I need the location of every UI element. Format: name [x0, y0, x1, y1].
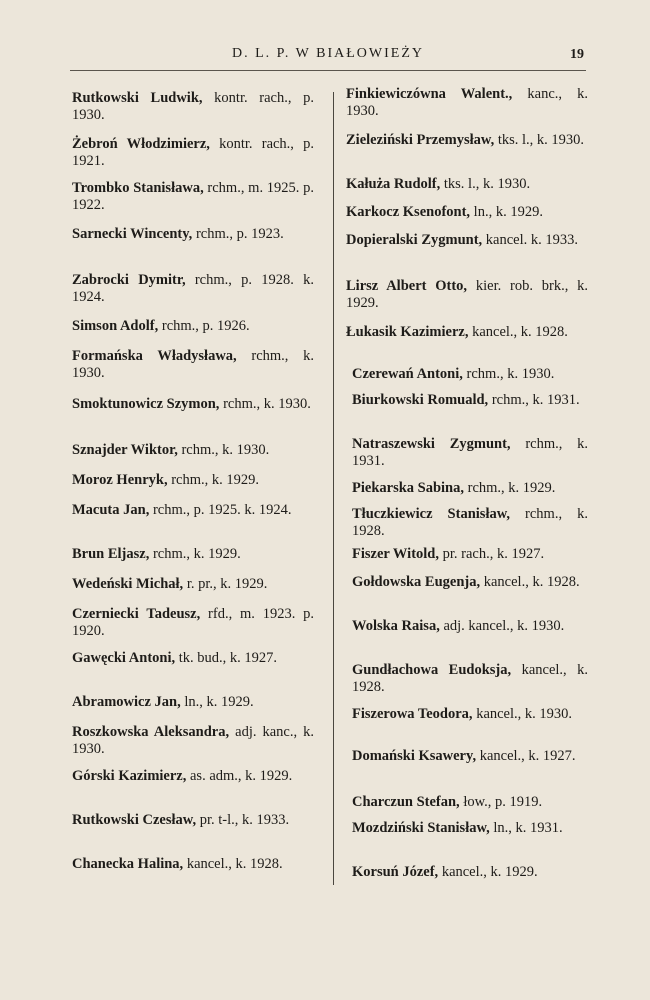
list-entry: [72, 606, 314, 640]
column-divider: [333, 92, 334, 885]
entry-name: Mozdziński Stanisław,: [352, 820, 490, 836]
entry-name: Dopieralski Zygmunt,: [346, 232, 483, 248]
entry-name: Smoktunowicz Szymon,: [72, 396, 220, 412]
entry-detail: ln., k. 1929.: [470, 204, 543, 220]
entry-name: Macuta Jan,: [72, 502, 150, 518]
entry-detail: rchm., k. 1929.: [167, 472, 259, 488]
list-entry: [346, 204, 588, 221]
entry-name: Rutkowski Czesław,: [72, 812, 197, 828]
list-entry: [352, 392, 588, 409]
entry-name: Formańska Władysława,: [72, 348, 237, 364]
list-entry: [72, 226, 314, 243]
entry-detail: kontr. rach., p. 1930.: [72, 90, 314, 123]
list-entry: [72, 856, 314, 873]
entry-name: Trombko Stanisława,: [72, 180, 204, 196]
list-entry: [352, 480, 588, 497]
entry-name: Łukasik Kazimierz,: [346, 324, 469, 340]
entry-detail: rchm., k. 1930.: [219, 396, 311, 412]
entry-detail: rchm., m. 1925. p. 1922.: [72, 180, 314, 213]
list-entry: [72, 812, 314, 829]
list-entry: [346, 324, 588, 341]
entry-detail: kanc., k. 1930.: [346, 86, 589, 119]
entry-detail: rchm., k. 1928.: [352, 506, 588, 539]
list-entry: [72, 694, 314, 711]
entry-detail: łow., p. 1919.: [459, 794, 543, 810]
entry-name: Piekarska Sabina,: [352, 480, 464, 496]
list-entry: [72, 90, 314, 124]
entry-detail: kancel., k. 1928.: [468, 324, 568, 340]
list-entry: [352, 662, 588, 696]
entry-name: Górski Kazimierz,: [72, 768, 187, 784]
list-entry: [72, 348, 314, 382]
list-entry: [72, 576, 314, 593]
entry-detail: rchm., k. 1931.: [488, 392, 580, 408]
entry-detail: rchm., p. 1925. k. 1924.: [149, 502, 292, 518]
entry-name: Korsuń Józef,: [352, 864, 439, 880]
entry-name: Fiszerowa Teodora,: [352, 706, 473, 722]
entry-name: Rutkowski Ludwik,: [72, 90, 203, 106]
entry-detail: pr. t-l., k. 1933.: [196, 812, 290, 828]
entry-detail: rchm., k. 1930.: [462, 366, 555, 382]
list-entry: [72, 442, 314, 459]
entry-name: Kałuża Rudolf,: [346, 176, 441, 192]
list-entry: [72, 502, 314, 519]
entry-name: Finkiewiczówna Walent.,: [346, 86, 513, 102]
entry-detail: rfd., m. 1923. p. 1920.: [72, 606, 314, 639]
list-entry: [72, 136, 314, 170]
entry-detail: rchm., p. 1928. k. 1924.: [72, 272, 314, 305]
list-entry: [72, 272, 314, 306]
page-number: 19: [570, 47, 584, 62]
entry-name: Moroz Henryk,: [72, 472, 168, 488]
entry-detail: pr. rach., k. 1927.: [439, 546, 545, 562]
list-entry: [346, 86, 588, 120]
list-entry: [352, 706, 588, 723]
entry-name: Biurkowski Romuald,: [352, 392, 489, 408]
entry-detail: adj. kanc., k. 1930.: [72, 724, 315, 757]
entry-detail: adj. kancel., k. 1930.: [439, 618, 565, 634]
entry-name: Natraszewski Zygmunt,: [352, 436, 511, 452]
entry-detail: as. adm., k. 1929.: [186, 768, 293, 784]
list-entry: [72, 180, 314, 214]
list-entry: [72, 724, 314, 758]
list-entry: [72, 318, 314, 335]
entry-name: Domański Ksawery,: [352, 748, 477, 764]
entry-name: Brun Eljasz,: [72, 546, 150, 562]
entry-detail: tk. bud., k. 1927.: [175, 650, 278, 666]
entry-detail: rchm., k. 1931.: [352, 436, 589, 469]
entry-name: Charczun Stefan,: [352, 794, 460, 810]
list-entry: [352, 618, 588, 635]
list-entry: [72, 546, 314, 563]
list-entry: [346, 132, 588, 149]
list-entry: [352, 436, 588, 470]
list-entry: [72, 396, 314, 413]
page-header: [70, 44, 586, 71]
entry-detail: rchm., k. 1929.: [149, 546, 241, 562]
entry-name: Karkocz Ksenofont,: [346, 204, 471, 220]
list-entry: [346, 232, 588, 249]
list-entry: [352, 748, 588, 765]
entry-detail: rchm., p. 1926.: [158, 318, 250, 334]
entry-detail: kancel., k. 1928.: [352, 662, 588, 695]
entry-name: Wolska Raisa,: [352, 618, 440, 634]
entry-name: Czerniecki Tadeusz,: [72, 606, 201, 622]
entry-name: Czerewań Antoni,: [352, 366, 463, 382]
entry-name: Wedeński Michał,: [72, 576, 184, 592]
entry-detail: ln., k. 1929.: [180, 694, 254, 710]
entry-detail: kancel., k. 1928.: [183, 856, 283, 872]
entry-detail: kancel., k. 1930.: [472, 706, 573, 722]
list-entry: [352, 820, 588, 837]
entry-name: Simson Adolf,: [72, 318, 159, 334]
list-entry: [346, 176, 588, 193]
entry-name: Lirsz Albert Otto,: [346, 278, 468, 294]
entry-name: Sarnecki Wincenty,: [72, 226, 193, 242]
entry-detail: rchm., k. 1930.: [177, 442, 270, 458]
list-entry: [352, 506, 588, 540]
entry-detail: r. pr., k. 1929.: [183, 576, 268, 592]
entry-detail: kier. rob. brk., k. 1929.: [346, 278, 588, 311]
entry-name: Tłuczkiewicz Stanisław,: [352, 506, 511, 522]
list-entry: [72, 650, 314, 667]
list-entry: [346, 278, 588, 312]
entry-name: Roszkowska Aleksandra,: [72, 724, 230, 740]
list-entry: [352, 366, 588, 383]
entry-name: Fiszer Witold,: [352, 546, 439, 562]
entry-name: Zieleziński Przemysław,: [346, 132, 495, 148]
entry-name: Gundłachowa Eudoksja,: [352, 662, 512, 678]
entry-detail: kontr. rach., p. 1921.: [72, 136, 314, 169]
entry-name: Chanecka Halina,: [72, 856, 184, 872]
list-entry: [352, 794, 588, 811]
entry-detail: rchm., p. 1923.: [192, 226, 284, 242]
entry-name: Sznajder Wiktor,: [72, 442, 178, 458]
entry-detail: tks. l., k. 1930.: [440, 176, 531, 192]
entry-name: Abramowicz Jan,: [72, 694, 181, 710]
entry-detail: kancel. k. 1933.: [482, 232, 579, 248]
list-entry: [72, 472, 314, 489]
entry-name: Gawęcki Antoni,: [72, 650, 176, 666]
list-entry: [352, 574, 588, 591]
list-entry: [352, 546, 588, 563]
entry-name: Żebroń Włodzimierz,: [72, 136, 210, 152]
entry-detail: kancel., k. 1927.: [476, 748, 576, 764]
entry-detail: rchm., k. 1930.: [72, 348, 314, 381]
entry-detail: ln., k. 1931.: [489, 820, 563, 836]
list-entry: [72, 768, 314, 785]
entry-detail: rchm., k. 1929.: [464, 480, 556, 496]
entry-name: Zabrocki Dymitr,: [72, 272, 186, 288]
list-entry: [352, 864, 588, 881]
entry-detail: tks. l., k. 1930.: [494, 132, 585, 148]
entry-detail: kancel., k. 1929.: [438, 864, 538, 880]
running-title: D. L. P. W BIAŁOWIEŻY: [232, 46, 424, 61]
entry-name: Gołdowska Eugenja,: [352, 574, 481, 590]
entry-detail: kancel., k. 1928.: [480, 574, 580, 590]
